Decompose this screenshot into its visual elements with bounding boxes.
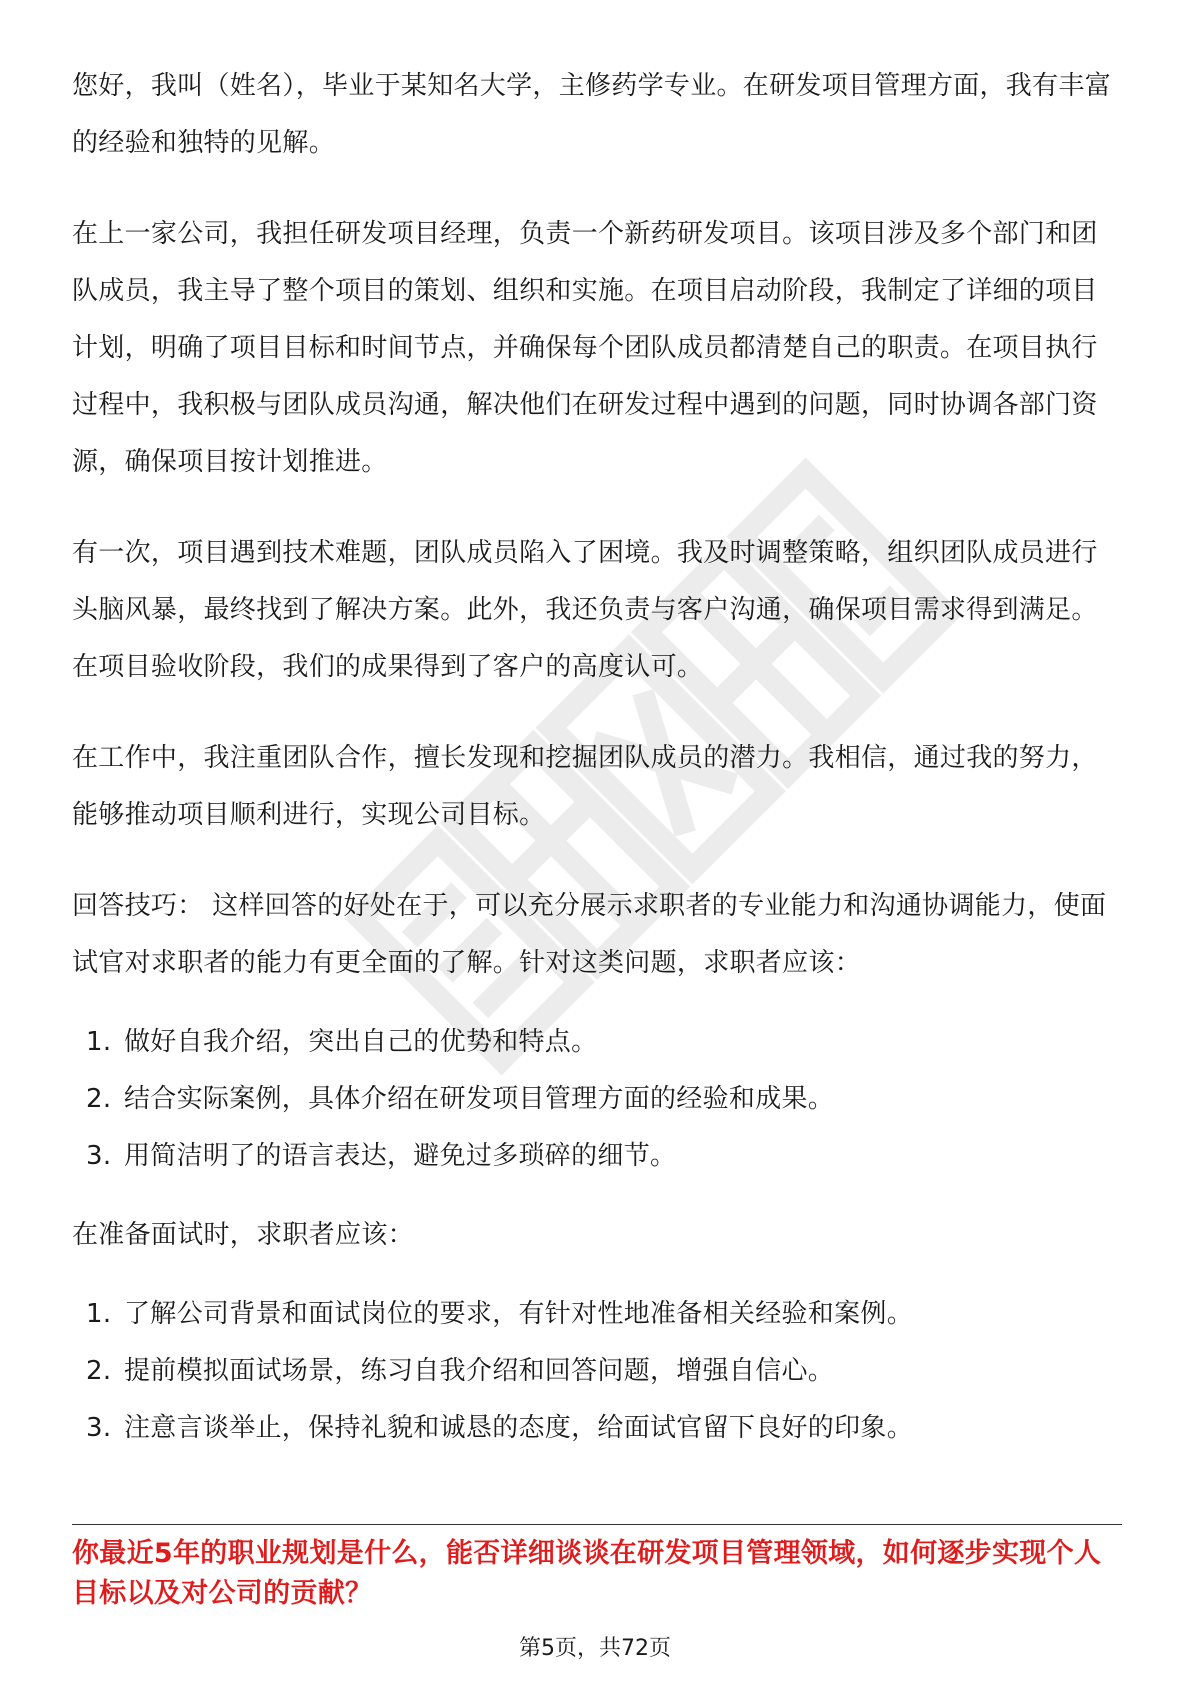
list-number: 2. [86, 1084, 112, 1114]
list-text: 了解公司背景和面试岗位的要求，有针对性地准备相关经验和案例。 [124, 1299, 914, 1329]
answer-tips-paragraph: 回答技巧： 这样回答的好处在于，可以充分展示求职者的专业能力和沟通协调能力，使面试官对求职者的能力有更全面的了解。针对这类问题，求职者应该： [72, 891, 1107, 978]
list-item [72, 1071, 1122, 1128]
list-number: 2. [86, 1356, 112, 1386]
section-divider [72, 1524, 1122, 1525]
list-number: 3. [86, 1413, 112, 1443]
intro-paragraph: 您好，我叫（姓名），毕业于某知名大学，主修药学专业。在研发项目管理方面，我有丰富的经验和独特的见解。 [72, 71, 1112, 158]
list-text: 用简洁明了的语言表达，避免过多琐碎的细节。 [124, 1141, 677, 1171]
list-item [72, 1343, 1122, 1400]
list-text: 注意言谈举止，保持礼貌和诚恳的态度，给面试官留下良好的印象。 [124, 1413, 914, 1443]
list-text: 做好自我介绍，突出自己的优势和特点。 [124, 1027, 598, 1057]
page-number-footer: 第5页，共72页 [519, 1636, 671, 1661]
list-item [72, 1400, 1122, 1457]
challenge-paragraph: 有一次，项目遇到技术难题，团队成员陷入了困境。我及时调整策略，组织团队成员进行头脑风暴，最终找到了解决方案。此外，我还负责与客户沟通，确保项目需求得到满足。在项目验收阶段，我们的成果得到了客户的高度认可。 [72, 538, 1098, 682]
experience-paragraph: 在上一家公司，我担任研发项目经理，负责一个新药研发项目。该项目涉及多个部门和团队成员，我主导了整个项目的策划、组织和实施。在项目启动阶段，我制定了详细的项目计划，明确了项目目标和时间节点，并确保每个团队成员都清楚自己的职责。在项目执行过程中，我积极与团队成员沟通，解决他们在研发过程中遇到的问题，同时协调各部门资源，确保项目按计划推进。 [72, 219, 1098, 477]
list-number: 1. [86, 1299, 112, 1329]
tips-list [72, 1014, 1122, 1185]
list-text: 提前模拟面试场景，练习自我介绍和回答问题，增强自信心。 [124, 1356, 835, 1386]
list-item [72, 1286, 1122, 1343]
teamwork-paragraph: 在工作中，我注重团队合作，擅长发现和挖掘团队成员的潜力。我相信，通过我的努力，能够推动项目顺利进行，实现公司目标。 [72, 743, 1098, 830]
list-number: 1. [86, 1027, 112, 1057]
list-number: 3. [86, 1141, 112, 1171]
list-text: 结合实际案例，具体介绍在研发项目管理方面的经验和成果。 [124, 1084, 835, 1114]
prep-list [72, 1286, 1122, 1457]
next-question-heading: 你最近5年的职业规划是什么，能否详细谈谈在研发项目管理领域，如何逐步实现个人目标以及对公司的贡献？ [72, 1538, 1102, 1609]
list-item [72, 1128, 1122, 1185]
main-content [72, 58, 1122, 1457]
prep-heading: 在准备面试时，求职者应该： [72, 1220, 414, 1250]
list-item [72, 1014, 1122, 1071]
